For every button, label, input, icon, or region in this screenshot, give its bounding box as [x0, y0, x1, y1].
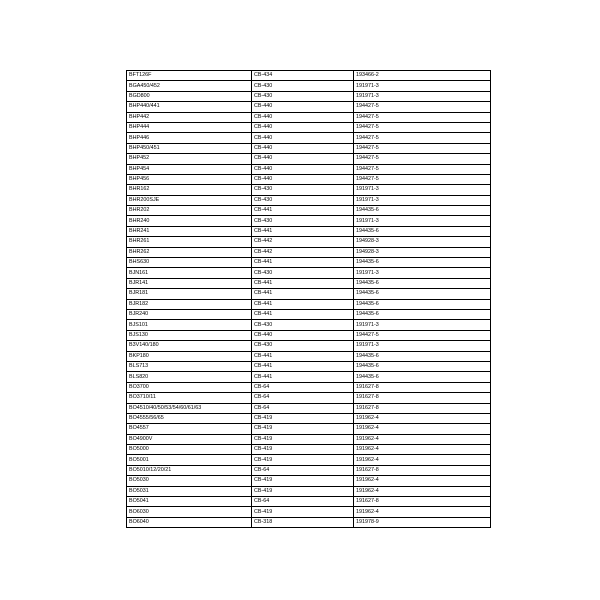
table-row	[127, 424, 491, 434]
cell-code: CB-64	[252, 403, 354, 413]
cell-reference: 191962-4	[354, 455, 491, 465]
cell-code: CB-440	[252, 102, 354, 112]
cell-reference: 194435-6	[354, 226, 491, 236]
cell-model: BO4900V	[127, 434, 252, 444]
cell-reference: 191971-3	[354, 216, 491, 226]
cell-reference: 194435-6	[354, 278, 491, 288]
table-row	[127, 517, 491, 527]
cell-model: BKP180	[127, 351, 252, 361]
cell-reference: 194427-5	[354, 122, 491, 132]
cell-code: CB-419	[252, 455, 354, 465]
cell-code: CB-440	[252, 112, 354, 122]
cell-reference: 191971-3	[354, 195, 491, 205]
cell-reference: 194427-5	[354, 133, 491, 143]
cell-model: BO5000	[127, 445, 252, 455]
cell-code: CB-430	[252, 320, 354, 330]
table-row	[127, 122, 491, 132]
table-row	[127, 299, 491, 309]
table-row	[127, 434, 491, 444]
table-row	[127, 216, 491, 226]
cell-reference: 191971-3	[354, 268, 491, 278]
cell-code: CB-440	[252, 133, 354, 143]
table-row	[127, 143, 491, 153]
cell-model: BHP442	[127, 112, 252, 122]
cell-reference: 191962-4	[354, 424, 491, 434]
cell-reference: 194435-6	[354, 289, 491, 299]
parts-table-body	[127, 71, 491, 528]
cell-reference: 194427-5	[354, 164, 491, 174]
cell-model: BHR162	[127, 185, 252, 195]
cell-code: CB-430	[252, 341, 354, 351]
cell-reference: 194435-6	[354, 372, 491, 382]
cell-reference: 191971-3	[354, 81, 491, 91]
cell-code: CB-430	[252, 81, 354, 91]
cell-code: CB-441	[252, 278, 354, 288]
cell-code: CB-441	[252, 351, 354, 361]
cell-model: BHR241	[127, 226, 252, 236]
table-row	[127, 351, 491, 361]
cell-reference: 194435-6	[354, 206, 491, 216]
table-row	[127, 320, 491, 330]
cell-reference: 191962-4	[354, 445, 491, 455]
cell-model: BJR181	[127, 289, 252, 299]
cell-model: BJS130	[127, 330, 252, 340]
cell-code: CB-430	[252, 185, 354, 195]
table-row	[127, 382, 491, 392]
cell-model: BO4557	[127, 424, 252, 434]
cell-model: BFT126F	[127, 71, 252, 81]
cell-model: BHR202	[127, 206, 252, 216]
cell-code: CB-441	[252, 309, 354, 319]
cell-reference: 191962-4	[354, 507, 491, 517]
cell-code: CB-64	[252, 393, 354, 403]
cell-code: CB-441	[252, 258, 354, 268]
cell-model: BHS630	[127, 258, 252, 268]
cell-code: CB-441	[252, 361, 354, 371]
cell-code: CB-440	[252, 154, 354, 164]
table-row	[127, 102, 491, 112]
cell-model: B3V140/180	[127, 341, 252, 351]
cell-model: BGA450/452	[127, 81, 252, 91]
cell-code: CB-440	[252, 164, 354, 174]
parts-table	[126, 70, 491, 528]
cell-reference: 191971-3	[354, 185, 491, 195]
cell-model: BO4555/56/65	[127, 413, 252, 423]
table-row	[127, 185, 491, 195]
cell-model: BO5031	[127, 486, 252, 496]
table-row	[127, 195, 491, 205]
cell-code: CB-441	[252, 299, 354, 309]
cell-model: BO5001	[127, 455, 252, 465]
cell-reference: 191962-4	[354, 413, 491, 423]
cell-model: BHP446	[127, 133, 252, 143]
table-row	[127, 133, 491, 143]
parts-table-container	[126, 70, 475, 528]
cell-model: BO5030	[127, 476, 252, 486]
cell-model: BHP450/451	[127, 143, 252, 153]
cell-code: CB-419	[252, 486, 354, 496]
cell-code: CB-419	[252, 476, 354, 486]
table-row	[127, 309, 491, 319]
table-row	[127, 258, 491, 268]
cell-code: CB-441	[252, 226, 354, 236]
cell-model: BLS820	[127, 372, 252, 382]
table-row	[127, 174, 491, 184]
table-row	[127, 476, 491, 486]
cell-code: CB-440	[252, 143, 354, 153]
cell-reference: 194427-5	[354, 174, 491, 184]
cell-code: CB-442	[252, 237, 354, 247]
cell-model: BHR240	[127, 216, 252, 226]
cell-code: CB-430	[252, 216, 354, 226]
cell-reference: 191627-8	[354, 403, 491, 413]
cell-reference: 191962-4	[354, 434, 491, 444]
cell-reference: 194427-5	[354, 330, 491, 340]
cell-model: BO4510/40/50/53/54/60/61/63	[127, 403, 252, 413]
table-row	[127, 237, 491, 247]
cell-model: BHP452	[127, 154, 252, 164]
cell-code: CB-441	[252, 289, 354, 299]
cell-code: CB-441	[252, 206, 354, 216]
cell-reference: 194427-5	[354, 112, 491, 122]
cell-reference: 191627-8	[354, 497, 491, 507]
table-row	[127, 445, 491, 455]
cell-model: BHR261	[127, 237, 252, 247]
cell-reference: 194427-5	[354, 154, 491, 164]
cell-model: BJR141	[127, 278, 252, 288]
cell-code: CB-434	[252, 71, 354, 81]
cell-model: BHR262	[127, 247, 252, 257]
cell-model: BHR200SJE	[127, 195, 252, 205]
cell-code: CB-64	[252, 465, 354, 475]
cell-code: CB-430	[252, 91, 354, 101]
cell-reference: 191971-3	[354, 341, 491, 351]
cell-model: BHP454	[127, 164, 252, 174]
table-row	[127, 465, 491, 475]
cell-code: CB-440	[252, 330, 354, 340]
table-row	[127, 81, 491, 91]
table-row	[127, 403, 491, 413]
cell-model: BJS101	[127, 320, 252, 330]
cell-reference: 191627-8	[354, 465, 491, 475]
cell-reference: 194435-6	[354, 361, 491, 371]
cell-model: BJR182	[127, 299, 252, 309]
cell-code: CB-318	[252, 517, 354, 527]
table-row	[127, 341, 491, 351]
table-row	[127, 289, 491, 299]
cell-reference: 194435-6	[354, 351, 491, 361]
cell-reference: 194435-6	[354, 299, 491, 309]
cell-code: CB-440	[252, 122, 354, 132]
table-row	[127, 507, 491, 517]
table-row	[127, 413, 491, 423]
table-row	[127, 164, 491, 174]
cell-reference: 191627-8	[354, 393, 491, 403]
cell-model: BO6040	[127, 517, 252, 527]
cell-model: BHP456	[127, 174, 252, 184]
cell-code: CB-430	[252, 268, 354, 278]
cell-reference: 194928-3	[354, 237, 491, 247]
cell-model: BLS713	[127, 361, 252, 371]
table-row	[127, 206, 491, 216]
cell-reference: 191971-3	[354, 320, 491, 330]
cell-model: BJN161	[127, 268, 252, 278]
cell-code: CB-430	[252, 195, 354, 205]
table-row	[127, 330, 491, 340]
cell-code: CB-419	[252, 434, 354, 444]
table-row	[127, 497, 491, 507]
cell-model: BO5041	[127, 497, 252, 507]
cell-reference: 194435-6	[354, 258, 491, 268]
cell-reference: 194435-6	[354, 309, 491, 319]
cell-reference: 193466-2	[354, 71, 491, 81]
cell-code: CB-419	[252, 424, 354, 434]
cell-reference: 191962-4	[354, 476, 491, 486]
table-row	[127, 154, 491, 164]
table-row	[127, 486, 491, 496]
cell-model: BHP444	[127, 122, 252, 132]
cell-model: BO6030	[127, 507, 252, 517]
cell-reference: 194427-5	[354, 102, 491, 112]
cell-model: BO3710/11	[127, 393, 252, 403]
table-row	[127, 455, 491, 465]
table-row	[127, 278, 491, 288]
cell-code: CB-419	[252, 507, 354, 517]
table-row	[127, 71, 491, 81]
cell-reference: 191971-3	[354, 91, 491, 101]
table-row	[127, 268, 491, 278]
cell-code: CB-419	[252, 445, 354, 455]
cell-model: BHP440/441	[127, 102, 252, 112]
table-row	[127, 112, 491, 122]
cell-code: CB-64	[252, 497, 354, 507]
table-row	[127, 361, 491, 371]
cell-model: BJR240	[127, 309, 252, 319]
cell-model: BO3700	[127, 382, 252, 392]
cell-reference: 194928-3	[354, 247, 491, 257]
table-row	[127, 247, 491, 257]
cell-reference: 191978-9	[354, 517, 491, 527]
cell-reference: 191627-8	[354, 382, 491, 392]
cell-code: CB-441	[252, 372, 354, 382]
cell-model: BO5010/12/20/21	[127, 465, 252, 475]
table-row	[127, 393, 491, 403]
cell-code: CB-64	[252, 382, 354, 392]
cell-reference: 191962-4	[354, 486, 491, 496]
cell-reference: 194427-5	[354, 143, 491, 153]
table-row	[127, 226, 491, 236]
cell-code: CB-442	[252, 247, 354, 257]
table-row	[127, 372, 491, 382]
table-row	[127, 91, 491, 101]
cell-code: CB-440	[252, 174, 354, 184]
cell-model: BGD800	[127, 91, 252, 101]
cell-code: CB-419	[252, 413, 354, 423]
